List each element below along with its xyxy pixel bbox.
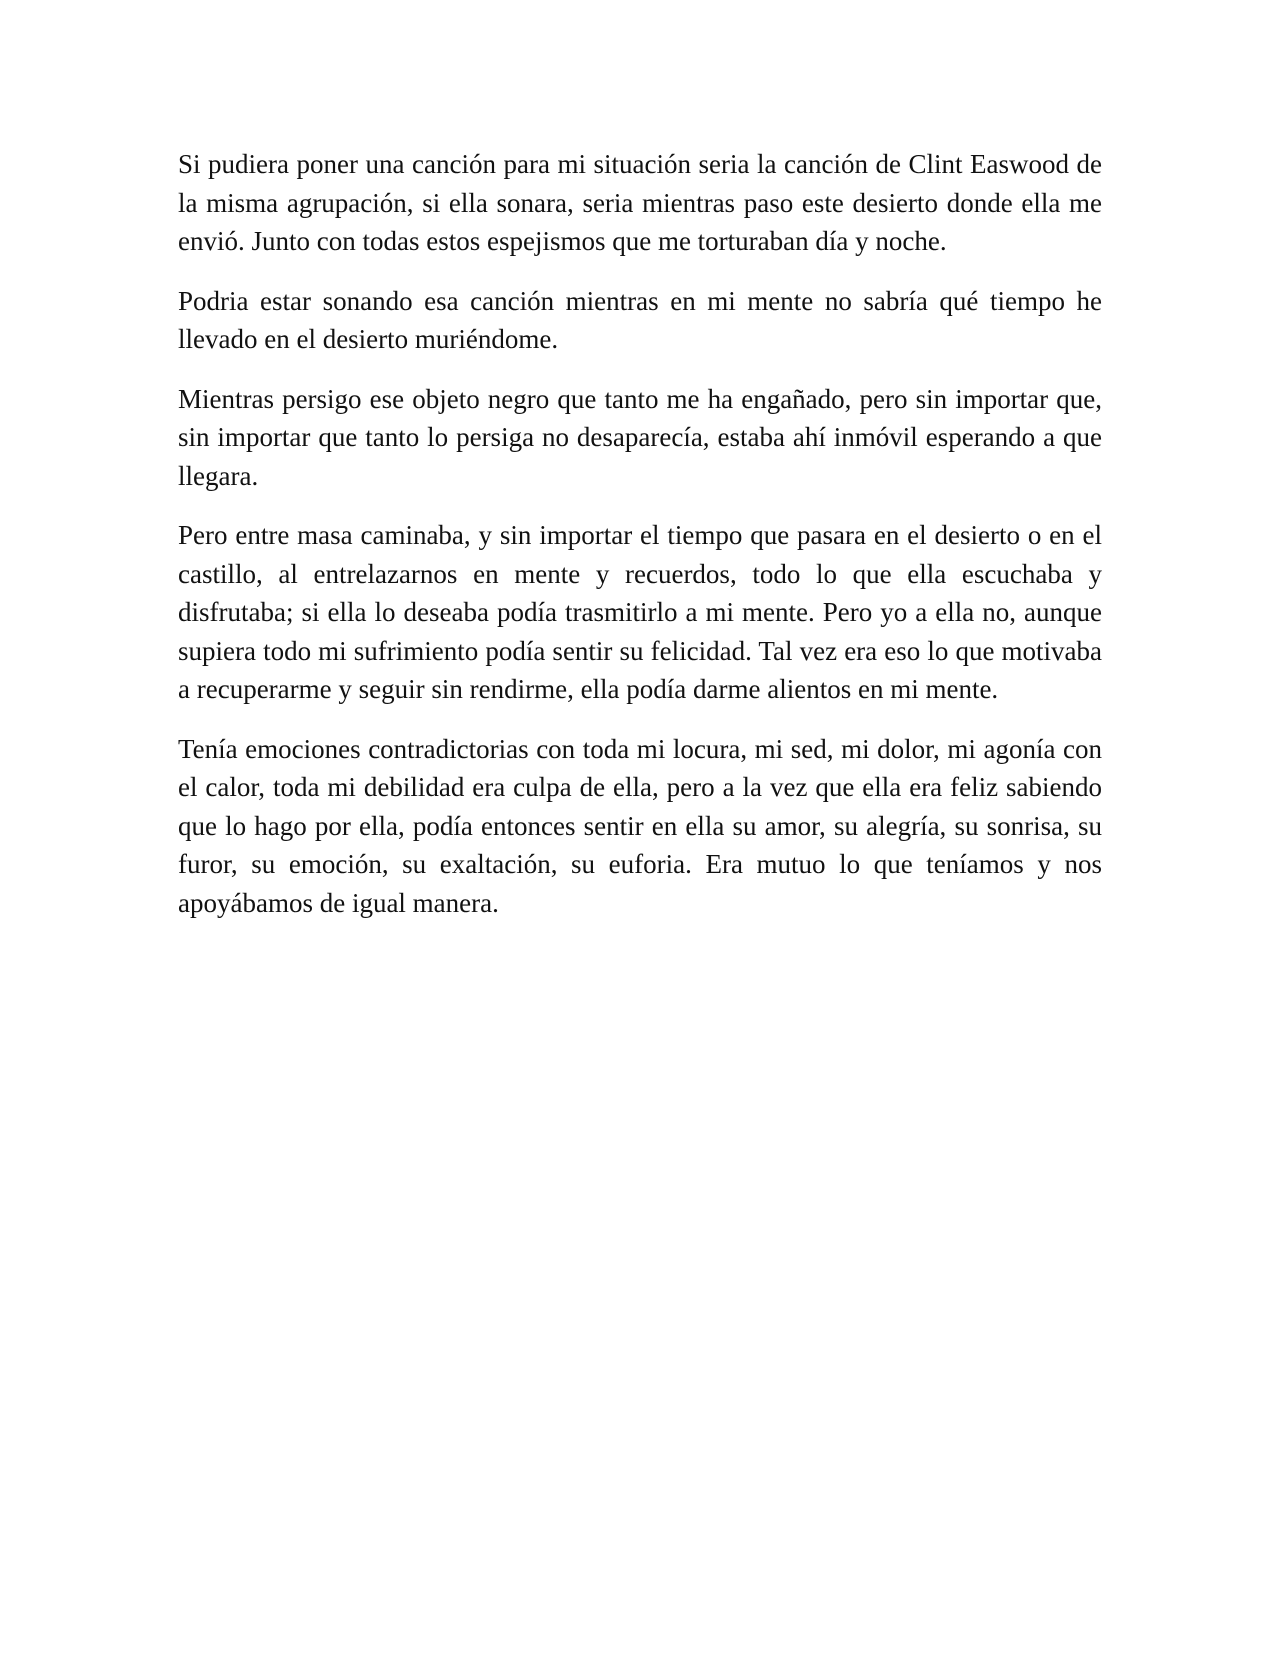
paragraph-5: Tenía emociones contradictorias con toda mi locura, mi sed, mi dolor, mi agonía con el calor, toda mi debilidad era culpa de ella, pero a la vez que ella era feliz sabiendo que lo hago por ella, podía entonces sentir en ella su amor, su alegría, su sonrisa, su furor, su emoción, su exaltación, su euforia. Era mutuo lo que teníamos y nos apoyábamos de igual manera.: [178, 733, 1102, 918]
document-body: [178, 145, 1102, 943]
paragraph-3: Mientras persigo ese objeto negro que tanto me ha engañado, pero sin importar que, sin importar que tanto lo persiga no desaparecía, estaba ahí inmóvil esperando a que llegara.: [178, 383, 1102, 491]
paragraph-1: Si pudiera poner una canción para mi situación seria la canción de Clint Easwood de la misma agrupación, si ella sonara, seria mientras paso este desierto donde ella me envió. Junto con todas estos espejismos que me torturaban día y noche.: [178, 149, 1102, 256]
paragraph-2: Podria estar sonando esa canción mientras en mi mente no sabría qué tiempo he llevado en el desierto muriéndome.: [178, 285, 1102, 354]
paragraph-4: Pero entre masa caminaba, y sin importar el tiempo que pasara en el desierto o en el castillo, al entrelazarnos en mente y recuerdos, todo lo que ella escuchaba y disfrutaba; si ella lo deseaba podía trasmitirlo a mi mente. Pero yo a ella no, aunque supiera todo mi sufrimiento podía sentir su felicidad. Tal vez era eso lo que motivaba a recuperarme y seguir sin rendirme, ella podía darme alientos en mi mente.: [178, 520, 1102, 704]
